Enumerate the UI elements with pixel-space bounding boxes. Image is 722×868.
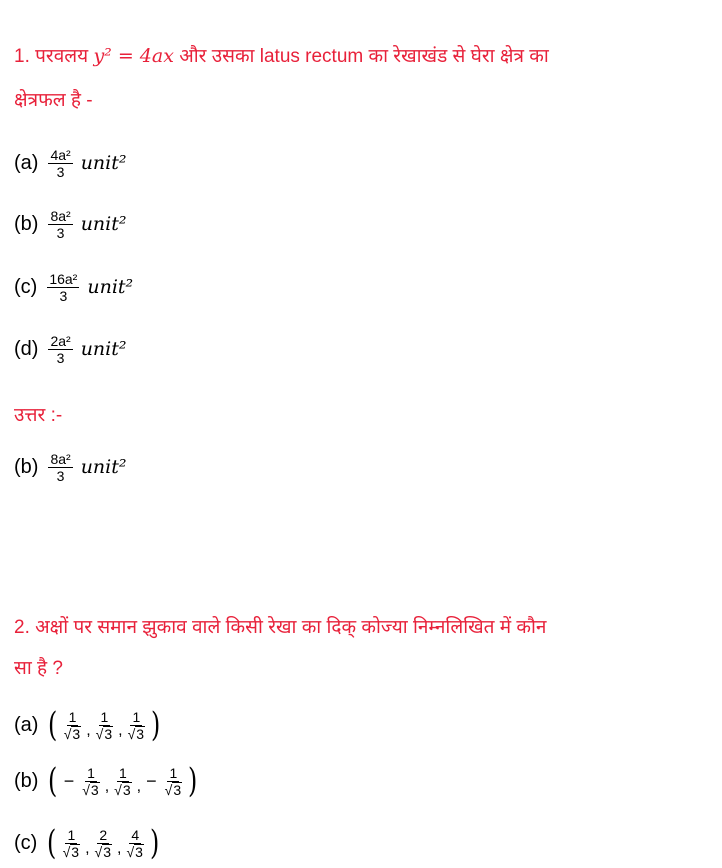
option-label: (a) — [14, 151, 39, 174]
option-d — [14, 328, 127, 370]
radicand: 3 — [122, 781, 131, 798]
fraction-denominator — [94, 726, 115, 742]
square-root — [95, 844, 112, 860]
option-c — [14, 266, 133, 308]
fraction — [94, 709, 115, 742]
comma: , — [86, 722, 91, 739]
option-b — [14, 203, 127, 245]
equation: y² = 4ax — [93, 45, 174, 67]
fraction-numerator: 1 — [68, 708, 77, 725]
fraction-numerator: 8a² — [50, 450, 71, 467]
close-paren: ) — [151, 705, 161, 745]
question-text: क्षेत्रफल है - — [14, 90, 93, 111]
question-text: सा है ? — [14, 658, 63, 679]
fraction — [93, 827, 114, 860]
answer-heading — [14, 403, 708, 429]
fraction-denominator — [93, 844, 114, 860]
unit-text: unit² — [80, 152, 127, 174]
fraction-denominator — [124, 844, 145, 860]
fraction-numerator: 1 — [169, 764, 178, 781]
fraction-denominator: 3 — [56, 224, 65, 241]
comma: , — [104, 778, 110, 795]
radicand: 3 — [71, 843, 80, 860]
question-text: परवलय — [35, 46, 89, 67]
minus-sign: − — [146, 770, 157, 791]
fraction-numerator: 1 — [87, 764, 95, 781]
fraction — [47, 271, 79, 304]
option-label: (b) — [14, 769, 39, 792]
fraction-denominator: 3 — [56, 467, 65, 484]
comma: , — [136, 778, 142, 795]
fraction — [124, 827, 145, 860]
radicand: 3 — [90, 781, 99, 798]
question-1 — [14, 43, 708, 70]
fraction — [48, 451, 72, 484]
question-number: 1. — [14, 46, 30, 67]
fraction-denominator — [80, 782, 101, 798]
radicand: 3 — [104, 725, 113, 742]
radicand: 3 — [72, 725, 81, 742]
fraction-numerator: 2 — [99, 826, 108, 843]
close-paren: ) — [188, 761, 198, 801]
fraction-denominator — [61, 844, 82, 860]
option-a — [14, 704, 162, 746]
fraction-denominator: 3 — [56, 349, 65, 366]
fraction-denominator — [62, 726, 83, 742]
option-label: (d) — [14, 337, 39, 360]
comma: , — [118, 722, 123, 739]
comma: , — [117, 840, 122, 857]
comma: , — [85, 840, 90, 857]
fraction-numerator: 1 — [132, 708, 141, 725]
square-root — [126, 844, 143, 860]
fraction-denominator — [112, 782, 133, 798]
radical-sign: √ — [95, 725, 104, 742]
radicand: 3 — [136, 725, 145, 742]
square-root — [63, 844, 80, 860]
fraction-denominator: 3 — [59, 287, 68, 304]
question-1-line-2 — [14, 88, 708, 114]
fraction — [126, 709, 147, 742]
question-number: 2. — [14, 617, 30, 638]
square-root — [114, 782, 131, 798]
close-paren: ) — [149, 823, 160, 863]
question-1-line-1 — [14, 43, 708, 70]
fraction — [62, 709, 83, 742]
fraction-numerator: 1 — [100, 708, 109, 725]
fraction-numerator: 4a² — [50, 146, 71, 163]
radical-sign: √ — [62, 843, 71, 860]
fraction-numerator: 8a² — [50, 207, 71, 224]
radical-sign: √ — [63, 725, 72, 742]
option-b — [14, 760, 199, 802]
fraction-numerator: 16a² — [49, 270, 78, 287]
radical-sign: √ — [94, 843, 103, 860]
square-root — [82, 782, 99, 798]
radical-sign: √ — [82, 781, 90, 798]
open-paren: ( — [47, 823, 57, 863]
unit-text: unit² — [80, 213, 127, 235]
fraction — [112, 765, 133, 798]
fraction — [80, 765, 101, 798]
fraction-numerator: 4 — [131, 826, 140, 843]
radicand: 3 — [173, 781, 182, 798]
option-label: (c) — [14, 831, 38, 854]
open-paren: ( — [48, 761, 58, 801]
open-paren: ( — [48, 705, 58, 745]
fraction-denominator: 3 — [56, 163, 65, 180]
square-root — [165, 782, 182, 798]
unit-text: unit² — [80, 456, 127, 478]
minus-sign: − — [63, 770, 75, 791]
question-text: और उसका latus rectum का रेखाखंड से घेरा क्षेत्र का — [179, 46, 549, 67]
fraction-denominator — [126, 726, 147, 742]
question-2-line-2 — [14, 656, 708, 682]
option-label: (a) — [14, 713, 39, 736]
radical-sign: √ — [126, 843, 135, 860]
fraction — [163, 765, 184, 798]
fraction-numerator: 1 — [67, 826, 76, 843]
radicand: 3 — [103, 843, 112, 860]
question-text — [14, 615, 708, 641]
fraction-denominator — [163, 782, 184, 798]
fraction-numerator: 2a² — [50, 332, 71, 349]
unit-text: unit² — [80, 338, 127, 360]
option-label: (b) — [14, 212, 39, 235]
option-a — [14, 142, 127, 184]
answer-option — [14, 446, 127, 488]
radical-sign: √ — [164, 781, 173, 798]
fraction-numerator: 1 — [119, 764, 127, 781]
square-root — [128, 726, 145, 742]
option-c — [14, 822, 161, 864]
option-label: (b) — [14, 455, 39, 478]
fraction — [48, 208, 72, 241]
radicand: 3 — [135, 843, 143, 860]
fraction — [61, 827, 82, 860]
radical-sign: √ — [114, 781, 122, 798]
square-root — [64, 726, 81, 742]
radical-sign: √ — [127, 725, 136, 742]
option-label: (c) — [14, 275, 38, 298]
answer-heading-text: उत्तर :- — [14, 405, 63, 426]
question-text: अक्षों पर समान झुकाव वाले किसी रेखा का दिक् कोज्या निम्नलिखित में कौन — [35, 617, 547, 638]
fraction — [48, 333, 72, 366]
fraction — [48, 147, 72, 180]
unit-text: unit² — [87, 276, 134, 298]
square-root — [96, 726, 113, 742]
question-2-line-1 — [14, 615, 708, 641]
